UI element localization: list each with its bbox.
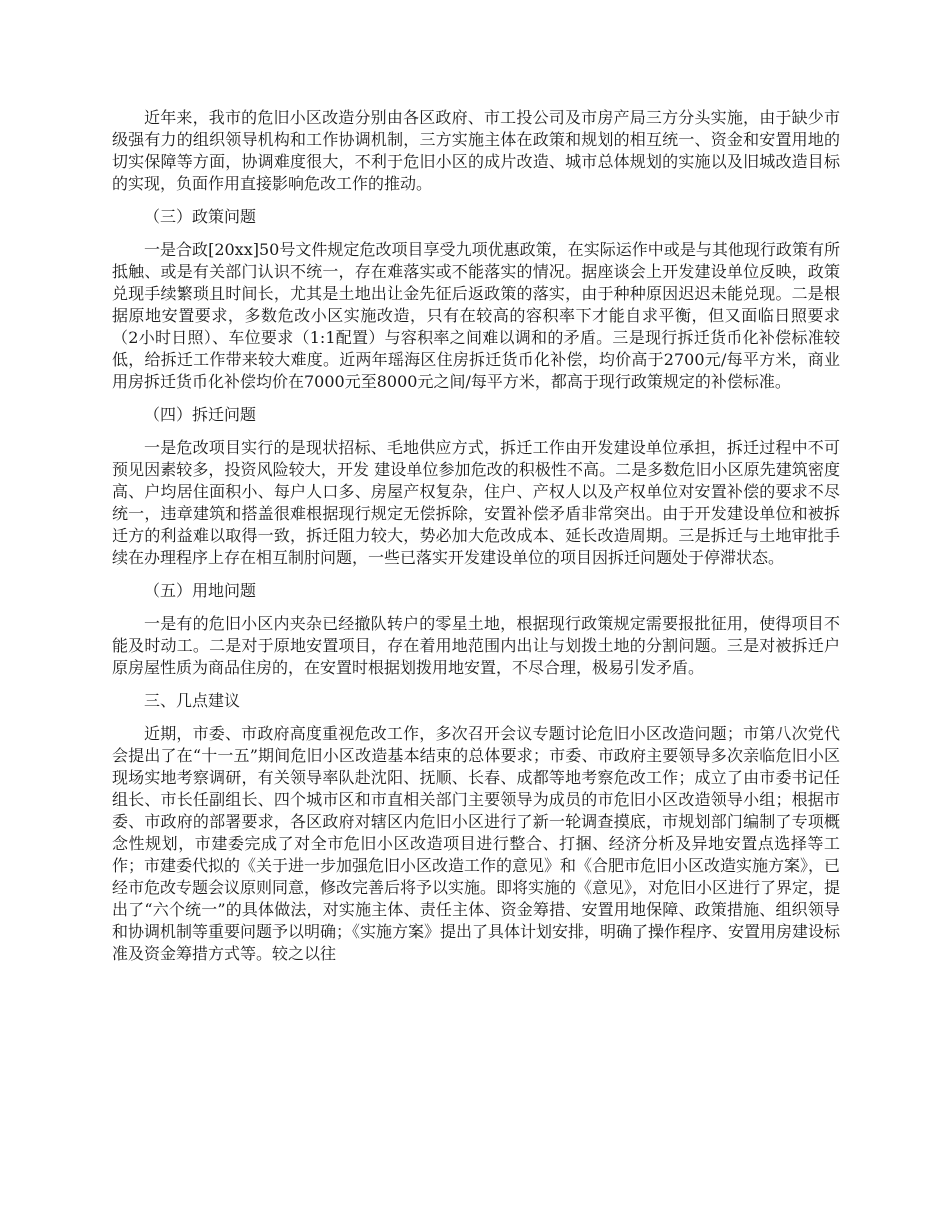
- paragraph-demolition-issues: 一是危改项目实行的是现状招标、毛地供应方式，拆迁工作由开发建设单位承担，拆迁过程中不可预见因素较多，投资风险较大，开发 建设单位参加危改的积极性不高。二是多数危旧小区原先建筑密度高、户均居住面积小、每户人口多、房屋产权复杂，住户、产权人以及产权单位对安置补偿的要求不尽统一，违章建筑和搭盖很难根据现行规定无偿拆除，安置补偿矛盾非常突出。由于开发建设单位和被拆迁方的利益难以取得一致，拆迁阻力较大，势必加大危改成本、延长改造周期。三是拆迁与土地审批手续在办理程序上存在相互制肘问题，一些已落实开发建设单位的项目因拆迁问题处于停滞状态。: [112, 438, 840, 567]
- paragraph-suggestions: 近期，市委、市政府高度重视危改工作，多次召开会议专题讨论危旧小区改造问题；市第八次党代会提出了在“十一五”期间危旧小区改造基本结束的总体要求；市委、市政府主要领导多次亲临危旧小区现场实地考察调研，有关领导率队赴沈阳、抚顺、长春、成都等地考察危改工作；成立了由市委书记任组长、市长任副组长、四个城市区和市直相关部门主要领导为成员的市危旧小区改造领导小组；根据市委、市政府的部署要求，各区政府对辖区内危旧小区进行了新一轮调查摸底，市规划部门编制了专项概念性规划，市建委完成了对全市危旧小区改造项目进行整合、打捆、经济分析及异地安置点选择等工作；市建委代拟的《关于进一步加强危旧小区改造工作的意见》和《合肥市危旧小区改造实施方案》，已经市危改专题会议原则同意，修改完善后将予以实施。即将实施的《意见》，对危旧小区进行了界定，提出了“六个统一”的具体做法，对实施主体、责任主体、资金筹措、安置用地保障、政策措施、组织领导和协调机制等重要问题予以明确；《实施方案》提出了具体计划安排，明确了操作程序、安置用房建设标准及资金筹措方式等。较之以往: [112, 724, 841, 963]
- heading-policy-issues: （三）政策问题: [144, 207, 257, 226]
- document-body: [112, 107, 840, 976]
- paragraph-intro: 近年来，我市的危旧小区改造分别由各区政府、市工投公司及市房产局三方分头实施，由于缺少市级强有力的组织领导机构和工作协调机制，三方实施主体在政策和规划的相互统一、资金和安置用地的切实保障等方面，协调难度很大，不利于危旧小区的成片改造、城市总体规划的实施以及旧城改造目标的实现，负面作用直接影响危改工作的推动。: [112, 108, 840, 193]
- heading-demolition-issues: （四）拆迁问题: [144, 405, 257, 424]
- paragraph-land-issues: 一是有的危旧小区内夹杂已经撤队转户的零星土地，根据现行政策规定需要报批征用，使得项目不能及时动工。二是对于原地安置项目，存在着用地范围内出让与划拨土地的分割问题。三是对被拆迁户原房屋性质为商品住房的，在安置时根据划拨用地安置，不尽合理，极易引发矛盾。: [112, 614, 840, 677]
- paragraph-policy-issues: 一是合政[20xx]50号文件规定危改项目享受九项优惠政策，在实际运作中或是与其他现行政策有所抵触、或是有关部门认识不统一，存在难落实或不能落实的情况。据座谈会上开发建设单位反映，政策兑现手续繁琐且时间长，尤其是土地出让金先征后返政策的落实，由于种种原因迟迟未能兑现。二是根据原地安置要求，多数危改小区实施改造，只有在较高的容积率下才能自求平衡，但又面临日照要求（2小时日照）、车位要求（1:1配置）与容积率之间难以调和的矛盾。三是现行拆迁货币化补偿标准较低，给拆迁工作带来较大难度。近两年瑶海区住房拆迁货币化补偿，均价高于2700元/每平方米，商业用房拆迁货币化补偿均价在7000元至8000元之间/每平方米，都高于现行政策规定的补偿标准。: [112, 240, 840, 391]
- heading-land-issues: （五）用地问题: [144, 581, 257, 600]
- heading-suggestions: 三、几点建议: [144, 691, 241, 710]
